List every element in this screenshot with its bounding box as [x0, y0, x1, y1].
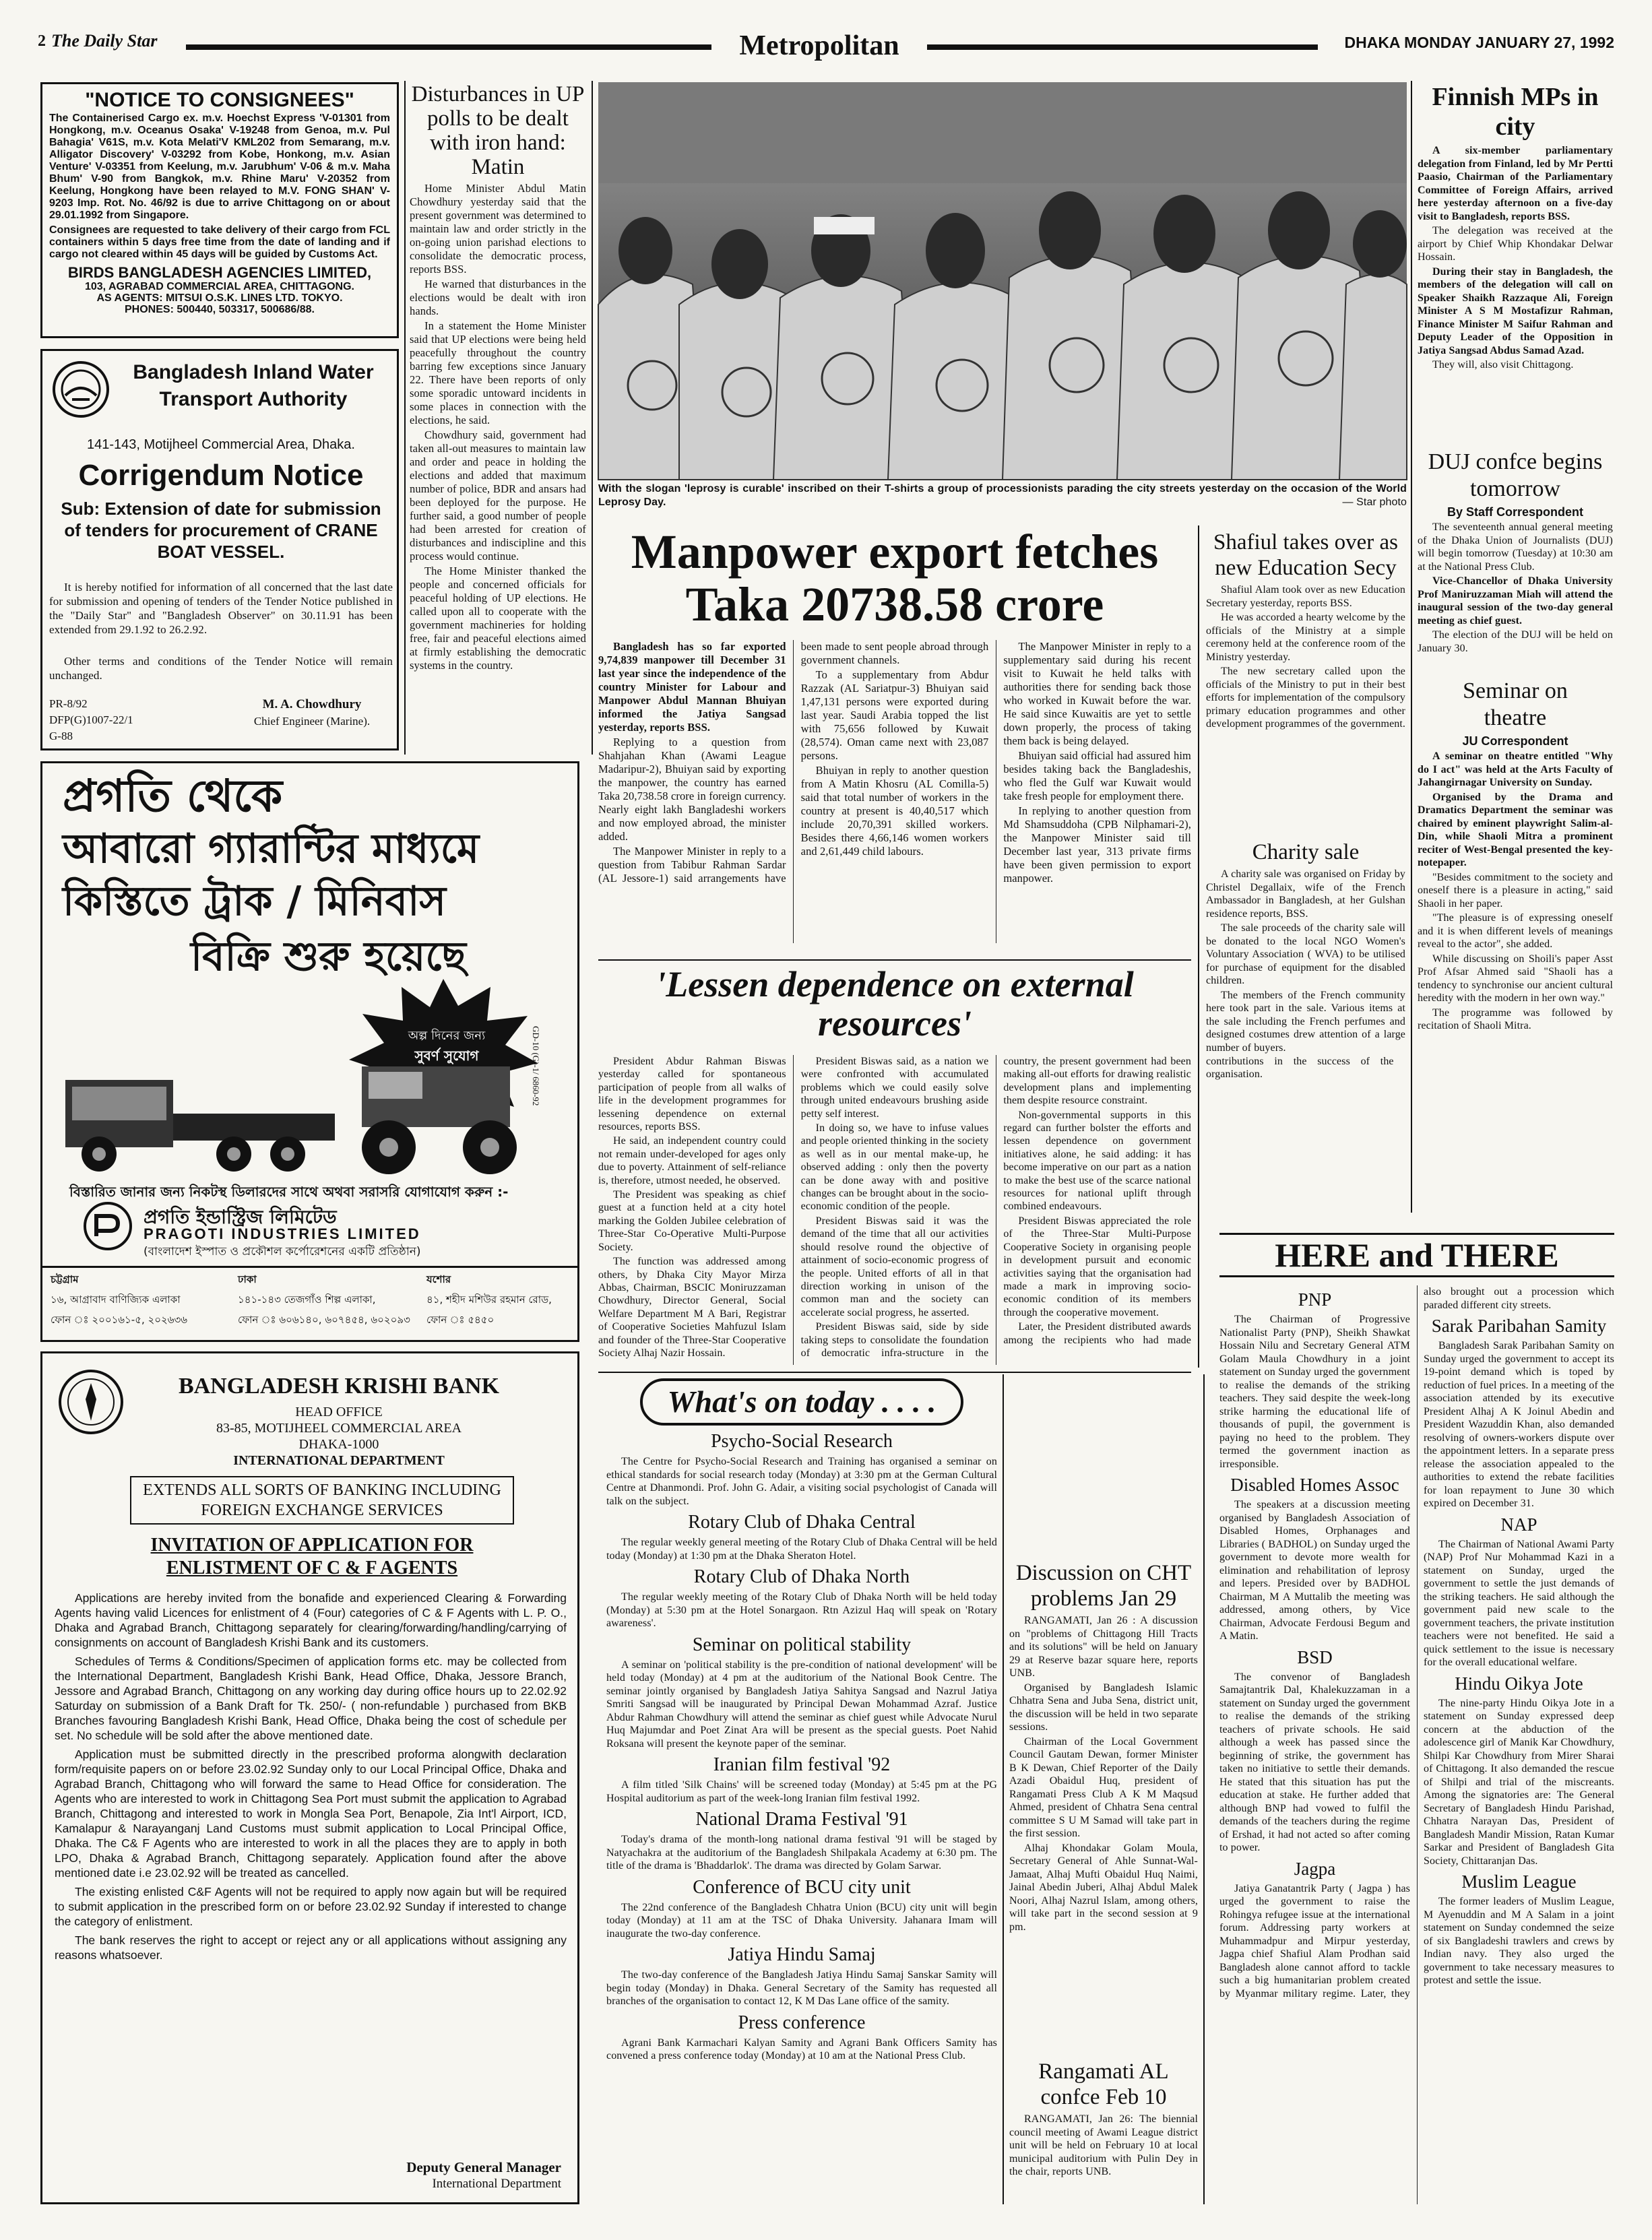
- headline: Rangamati AL confce Feb 10: [1038, 2059, 1169, 2109]
- item-heading: BSD: [1297, 1646, 1333, 1667]
- headline: Disturbances in UP polls to be dealt with iron hand: Matin: [411, 82, 585, 179]
- item-text: Agrani Bank Karmachari Kalyan Samity and Agrani Bank Officers Samity has convened a press conference today (Monday) at 10 am at the National Press Club.: [606, 2037, 997, 2061]
- list-item: [1424, 1871, 1614, 1987]
- headline: Manpower export fetches Taka 20738.58 crore: [631, 525, 1159, 631]
- pragoti-offices: চট্টগ্রাম ১৬, আগ্রাবাদ বাণিজ্যিক এলাকা ফোন ঃ ২০০১৬১-৫, ২০২৬৩৬ ঢাকা ১৪১-১৪৩ তেজগাঁও শিল্প এলাকা, ফোন ঃ ৬০৬১৪০, ৬০৭৪৫৪, ৬০২০৯৩ যশোর ৪১, শহীদ মশিউর রহমান রোড, ফোন ঃ ৫৪৫০: [40, 1268, 579, 1342]
- here-and-there-list: [1219, 1285, 1614, 2204]
- article-shafiul: Shafiul takes over as new Education Secy Shafiul Alam took over as new Education Secretary yesterday, reports BSS. He was accorded a hearty welcome by the officials of the Ministry at a simple ceremony held at the conference room of the Ministry yesterday. The new secretary called upon the officials of the Ministry to put in their best efforts for implementation of the compulsory primary education programmes and other development programmes of the government.: [1206, 530, 1406, 730]
- list-item: [1424, 1673, 1614, 1868]
- here-and-there-box: [1219, 1233, 1614, 1277]
- item-heading: National Drama Festival '91: [695, 1809, 908, 1830]
- page-number: 2: [38, 32, 46, 50]
- notice-title: Corrigendum Notice: [78, 459, 364, 492]
- news-photo: [598, 82, 1407, 480]
- list-item: [606, 1566, 997, 1630]
- item-heading: Rotary Club of Dhaka North: [693, 1566, 910, 1587]
- list-item: [606, 1634, 997, 1751]
- item-text: The former leaders of Muslim League, M Ayenuddin and M A Salam in a joint statement on Sunday condemned the seize of six Bangladeshi trawlers and crews by Indian navy. They also urged the government to take necessary measures to protest and settle the issue.: [1424, 1896, 1614, 1986]
- truck-illustration: [52, 1046, 550, 1181]
- list-item: [606, 1431, 997, 1508]
- item-heading: Sarak Paribahan Samity: [1431, 1316, 1607, 1336]
- ad-krishi-bank: BANGLADESH KRISHI BANK HEAD OFFICE 83-85, MOTIJHEEL COMMERCIAL AREA DHAKA-1000 INTERNATIONAL DEPARTMENT EXTENDS ALL SORTS OF BANKING INCLUDING FOREIGN EXCHANGE SERVICES INVITATION OF APPLICATION FOR ENLISTMENT OF C & F AGENTS Applications are hereby invited from the bonafide and experienced Clearing & Forwarding Agents having valid Licences for enlistment of 4 (Four) categories of C & F Agents with L. P. O., Dhaka and Agrabad Branch, Chittagong separately for clearing/forwarding/handling/carrying of consignments on account of Bangladesh Krishi Bank and its customers. Schedules of Terms & Conditions/Specimen of application forms etc. may be collected from the International Department, Bangladesh Krishi Bank, Head Office, Dhaka, Jessore Branch, Jessore and Agrabad Branch, Chittagong on any working day during office hours up to 22.02.92 Saturday on submission of a Bank Draft for Tk. 250/- ( non-refundable ) purchased from BKB Branches favouring Bangladesh Krishi Bank, Head Office, Dhaka being the cost of schedule per set. No schedule will be sold after the above mentioned date. Application must be submitted directly in the prescribed proforma alongwith declaration form/requisite papers on or before 23.02.92 Sunday only to our Local Principal Office, Dhaka and Agrabad Branch, Chittagong who will forward the same to Head Office for consideration. The Agents who are interested to work in Chittagong Sea Port must submit the application to Agrabad Branch, Chittagong and interested to work in Mongla Sea Port, Benapole, Zia Int'l Airport, ICD, Kamalapur & Narayanganj Land Customs must submit application to Local Principal Office, Dhaka. The C& F Agents who are interested to work in all the places they are to apply in both LPO, Dhaka & Agrabad Branch, Chittagong separately. Application found after the above mentioned date i.e 23.02.92 will be treated as cancelled. The existing enlisted C&F Agents will not be required to apply now again but will be required to submit application in the prescribed form on or before 23.02.92 Sunday if interested to change the category of enlistment. The bank reserves the right to accept or reject any or all applications without assigning any reasons whatsoever. Deputy General Manager International Department: [40, 1351, 579, 2204]
- item-heading: Psycho-Social Research: [711, 1431, 893, 1452]
- bank-name: BANGLADESH KRISHI BANK: [178, 1374, 500, 1399]
- article-seminar-theatre: Seminar on theatre JU Correspondent A seminar on theatre entitled "Why do I act" was held at the Arts Faculty of Jahangirnagar University on Sunday. Organised by the Drama and Dramatics Department the seminar was chaired by eminent playwright Salim-al-Din, while Shaoli Mitra a prominent reciter of West-Bengal presented the key-notepaper. "Besides commitment to the society and oneself there is a pleasure in acting," said Shaoli in her paper. "The pleasure is of expressing oneself and it is when different levels of meanings reveal to the actor", she added. While discussing on Shoili's paper Asst Prof Afsar Ahmed said "Shaoli has a tendency to synchronise our ancient cultural heredity with the modern in her own way." The programme was followed by recitation of Shaoli Mitra.: [1418, 678, 1613, 1031]
- item-text: The speakers at a discussion meeting organised by Bangladesh Association of Disabled Homes, Orphanages and Libraries ( BADHOL) on Sunday urged the government to devote more wealth for elimination and rehabilitation of leprosy and lepers. Presided over by BADHOL Chairman, M A Muttalib the meeting was addressed, among others, by Vice Chairman, Advocate Ferdousi Begum and A Matin.: [1219, 1499, 1410, 1642]
- list-item: [606, 1877, 997, 1941]
- article-rangamati-al: Rangamati AL confce Feb 10 RANGAMATI, Jan 26: The biennial council meeting of Awami League district unit will be held on February 10 at local municipal auditorium with Pulin Dey in the chair, reports UNB.: [1009, 2059, 1198, 2177]
- article-cht-discussion: Discussion on CHT problems Jan 29 RANGAMATI, Jan 26 : A discussion on "problems of Chittagong Hill Tracts and its solutions" will be held on January 29 at Reserve bazar square here, reports UNB. Organised by Bangladesh Islamic Chhatra Sena and Juba Sena, district unit, the discussion will be held in two separate sessions. Chairman of the Local Government Council Gautam Dewan, former Minister B K Dewan, Chief Reporter of the Daily Azadi Obaidul Huq, president of Rangamati Press Club A K M Maqsud Ahmed, president of Chhatra Sena central committee S U M Samad will take part in the first session. Alhaj Khondakar Golam Moula, Secretary General of Ahle Sunnat-Wal-Jamaat, Alhaj Mufti Obaidul Huq Naimi, Jainal Abedin Juberi, Alhaj Abdul Malek Noori, Alhaj Nazrul Islam, among others, will take part in the second session at 9 pm.: [1009, 1561, 1198, 1933]
- headline: Shafiul takes over as new Education Secy: [1213, 530, 1398, 580]
- headline: Finnish MPs in city: [1432, 83, 1599, 141]
- list-item: [606, 2012, 997, 2063]
- item-text: The regular weekly general meeting of the Rotary Club of Dhaka Central will be held today (Monday) at 1:30 pm at the Dhaka Sheraton Hotel.: [606, 1537, 997, 1562]
- item-heading: Iranian film festival '92: [713, 1754, 891, 1775]
- item-heading: Disabled Homes Assoc: [1230, 1475, 1399, 1495]
- item-text: A seminar on 'political stability is the pre-condition of national development' will be held today (Monday) at 4 pm at the auditorium of the National Book Centre. The seminar jointly organised by Bangladesh Jatiya Sahitya Sangsad and Nazrul Jatiya Smriti Sangsad will be inaugurated by Principal Dewan Mohammad Azraf. Justice Abdur Rahman Chowdhury will attend the seminar as chief guest while Advocate Nurul Huq Majumdar and Poet Zinat Ara will be present as the special guests. Poet Nahid Roksana will present the keynote paper of the seminar.: [606, 1659, 997, 1750]
- list-item: [1219, 1647, 1410, 1855]
- item-heading: Jatiya Hindu Samaj: [728, 1944, 876, 1965]
- list-item: [606, 1512, 997, 1562]
- item-text: The Chairman of National Awami Party (NAP) Prof Nur Mohammad Kazi in a statement on Sunday, urged the government to settle the just demands of the striking teachers. He said although the government paid new scale to the government teachers, the private institution teachers were not benefited. He said a quick settlement to the issue is necessary for the overall educational welfare.: [1424, 1538, 1614, 1668]
- biwta-logo-icon: [52, 360, 110, 418]
- item-heading: PNP: [1298, 1289, 1332, 1310]
- masthead: [38, 30, 1614, 67]
- item-heading: Press conference: [738, 2012, 866, 2033]
- whats-on-list: [606, 1431, 997, 2063]
- headline: DUJ confce begins tomorrow: [1428, 449, 1603, 501]
- section-title: Metropolitan: [739, 30, 899, 61]
- dateline: DHAKA MONDAY JANUARY 27, 1992: [1344, 34, 1614, 51]
- item-text: The two-day conference of the Bangladesh Jatiya Hindu Samaj Sanskar Samity will begin today (Monday) in Dhaka. General Secretary of the Samity has requested all branches of the organisation to contact 12, K M Das Lane office of the samity.: [606, 1969, 997, 2007]
- pragoti-logo-icon: [83, 1201, 133, 1251]
- headline: Charity sale: [1252, 840, 1360, 864]
- item-heading: Hindu Oikya Jote: [1455, 1673, 1583, 1694]
- photo-caption: With the slogan 'leprosy is curable' inscribed on their T-shirts a group of processionists parading the city streets yesterday on the occasion of the World Leprosy Day. — Star photo: [598, 483, 1407, 508]
- item-text: Jatiya Ganatantrik Party ( Jagpa ) has urged the government to raise the Rohingya refugee issue at the international forum. Addressing party workers at Muhammadpur and Mirpur yesterday, Jagpa chief Shafiul Alam Prodhan said Bangladesh alone cannot afford to tackle such a big humanitarian problem created by Myanmar military regime. Later, they also brought out a procession which paraded different city streets.: [1219, 1286, 1614, 1999]
- article-disturbances: Disturbances in UP polls to be dealt with iron hand: Matin Home Minister Abdul Matin Chowdhury yesterday said that the present government was determined to maintain law and order strictly in the on-going union parishad elections to consolidate the democratic process, reports BSS. He warned that disturbances in the elections would be dealt with iron hands. In a statement the Home Minister said that UP elections were being held peacefully throughout the country barring few exceptions since January 22. There have been reports of only some sporadic untoward incidents in some places in connection with the elections, he said. Chowdhury said, government had taken all-out measures to maintain law and order and peace in holding the elections and added that maximum number of police, BDR and ansars had been deployed for the purpose. He further said, a good number of people had been arrested for creation of disturbances and indiscipline and this process would continue. The Home Minister thanked the people and concerned officials for peaceful holding of UP elections. He called upon all to cooperate with the government machineries for holding free, fair and peaceful elections aimed at firmly establishing the democratic systems in the country.: [410, 82, 586, 672]
- whats-on-today: [606, 1378, 997, 2204]
- item-heading: NAP: [1500, 1514, 1537, 1535]
- list-item: [1424, 1514, 1614, 1669]
- processionists-photo: [598, 82, 1407, 480]
- item-text: The regular weekly meeting of the Rotary Club of Dhaka North will be held today (Monday) at 5:30 pm at the Hotel Sonargaon. Rtn Azizul Haq will speak on 'Rotary awareness'.: [606, 1591, 997, 1629]
- item-heading: Jagpa: [1294, 1858, 1336, 1879]
- org-name: Bangladesh Inland Water Transport Authority: [133, 361, 374, 410]
- article-charity: Charity sale A charity sale was organised on Friday by Christel Degallaix, wife of the French Ambassador in Bangladesh, at her Gulshan residence reports, BSS. The sale proceeds of the charity sale will be donated to the local NGO Women's Voluntary Association ( WVA) to be utilised for purchase of equipment for the disabled children. The members of the French community here took part in the sale. Various items at the sale including the French perfumes and designed costumes drew attention of a large number of buyers.: [1206, 840, 1405, 1054]
- ad-biwta-corrigendum: Bangladesh Inland Water Transport Authority 141-143, Motijheel Commercial Area, Dhaka. Corrigendum Notice Sub: Extension of date for submission of tenders for procurement of CRANE BOAT VESSEL. It is hereby notified for information of all concerned that the last date for submission and opening of tenders of the Tender Notice published in the "Daily Star" and "Bangladesh Observer" on 30.11.91 has been extended from 29.1.92 to 26.2.92. Other terms and conditions of the Tender Notice will remain unchanged. PR-8/92 DFP(G)1007-22/1 G-88 M. A. Chowdhury Chief Engineer (Marine).: [40, 349, 399, 750]
- whats-on-banner: What's on today . . . .: [640, 1378, 963, 1426]
- article-finnish-mps: Finnish MPs in city A six-member parliamentary delegation from Finland, led by Mr Pertti Paasio, Chairman of the Parliamentary Committee of Foreign Affairs, arrived here yesterday afternoon on a five-day visit to Bangladesh, reports BSS. The delegation was received at the airport by Chief Whip Khondakar Delwar Hossain. During their stay in Bangladesh, the members of the delegation will call on Speaker Shaikh Razzaque Ali, Foreign Minister A S M Mostafizur Rahman, Finance Minister M Saifur Rahman and Deputy Leader of the Opposition in Jatiya Sangsad Abdus Samad Azad. They will, also visit Chittagong.: [1418, 83, 1613, 371]
- item-text: Today's drama of the month-long national drama festival '91 will be staged by Natyachakra at the auditorium of the Bangladesh Shilpakala Academy at 6:30 pm. The title of the drama is 'Bhaddarlok'. The drama was directed by Golam Sarwar.: [606, 1834, 997, 1871]
- item-text: Bangladesh Sarak Paribahan Samity on Sunday urged the government to accept its 19-point demand which is toped by reduction of fuel prices. In a meeting of the association attended by its executive President Alhaj A K Joinul Abedin and President Wazuddin Khan, also demanded resolving of owners-workers dispute over the appointment letters. In a separate press release the association appealed to the authorities to extend the rebate facilities for loan repayment to June 30 which expired on December 31.: [1424, 1340, 1614, 1509]
- list-item: [1424, 1316, 1614, 1510]
- article-lessen-dependence: 'Lessen dependence on external resources' President Abdur Rahman Biswas yesterday called for spontaneous participation of people from all walks of life in the development programmes for lessening dependence on external resources, reports BSS. He said, an independent country could not remain under-developed for ages only due to poverty. Attainment of self-reliance is, therefore, utmost needed, he observed. The President was speaking as chief guest at a function held at a city hotel marking the Golden Jubilee celebration of Three-Star Co-Operative Multi-Purpose Society. The function was addressed among others, by Dhaka City Mayor Mirza Abbas, Chairman, BSCIC Moniruzzaman Chowdhury, Director General, Social Welfare Department M A Bari, Registrar of Cooperative Societies Mahfuzul Islam and founder of the Three-Star Cooperative Society Alhaj Nazir Hossain. President Biswas said, as a nation we were confronted with accumulated problems which we could easily solve through united endeavours brushing aside petty self interest. In doing so, we have to infuse values and people oriented thinking in the society as well as in our mental make-up, he observed adding : only then the poverty can be done away with and positive changes can be brought about in the socio-economic condition of the people. President Biswas said it was the demand of the time that all our activities should resolve round the objective of attainment of socio-economic progress of the people. United efforts of all in that direction working in unison of the common man and the society can accelerate social progress, he asserted. President Biswas said, side by side taking steps to consolidate the foundation of democratic infra-structure in the country, the present government had been making all-out efforts for drawing realistic development plans and implementing them despite resource constraint. Non-governmental supports in this regard can further bolster the efforts and lessen dependence on government initiatives alone, he said adding: it has become imperative on our part as a nation to make the best use of the scarce national resources for national uplift through combined endeavours. President Biswas appreciated the role of the Three-Star Multi-Purpose Cooperative Society in organising people in development pursuit and economic activities saying that the organisation had made a mark in improving socio-economic condition of its members through the cooperative movement. Later, the President distributed awards among the recipients who had made contributions in the success of the organisation.: [598, 964, 1394, 1359]
- list-item: [1219, 1289, 1410, 1471]
- headline: Discussion on CHT problems Jan 29: [1015, 1561, 1192, 1611]
- headline: Seminar on theatre: [1463, 678, 1568, 730]
- item-text: The Centre for Psycho-Social Research and Training has organised a seminar on ethical standards for social research today (Monday) at 3:30 pm at the German Cultural Centre at Dhanmondi. Prof. John G. Adair, a visiting social psychologist of Canada will talk on the subject.: [606, 1456, 997, 1507]
- list-item: [606, 1944, 997, 2008]
- item-heading: Conference of BCU city unit: [693, 1876, 911, 1898]
- item-text: The convenor of Bangladesh Samajtantrik Dal, Khalekuzzaman in a statement on Sunday urged the government to realise the demands of the striking teachers of private schools. He said although a week has passed since the beginning of strike, the government has taken no initiative to settle their demands. He stated that this situation has put the education at stake. He further added that although BNP had vowed to fulfil the demands of the teachers during the regime of Ershad, it had not acted so after coming to power.: [1219, 1671, 1410, 1853]
- article-manpower: Manpower export fetches Taka 20738.58 crore Bangladesh has so far exported 9,74,839 manpower till December 31 last year since the independence of the country Minister for Labour and Manpower Abdul Mannan Bhuiyan informed the Jatiya Sangsad yesterday, reports BSS. Replying to a question from Shahjahan Khan (Awami League Madaripur-2), Bhuiyan said by exporting the manpower, the country has earned Taka 20,738.58 crore in foreign currency. Nearly eight lakh Bangladeshi workers and now employed abroad, the minister added. The Manpower Minister in reply to a question from Tabibur Rahman Sardar (AL Jessore-1) said arrangements have been made to sent people abroad through government channels. To a supplementary from Abdur Razzak (AL Sariatpur-3) Bhuiyan said 1,47,131 persons were exported during last year. Saudi Arabia topped the list with 75,656 followed by Kuwait (28,574). Oman came next with 23,087 persons. Bhuiyan in reply to another question from A Matin Khosru (AL Comilla-5) said that total number of workers in the country at present is 40,40,517 which include 20,70,391 skilled workers. Besides there 4,66,146 women workers and 2,61,449 child labours. The Manpower Minister in reply to a supplementary said during his recent visit to Kuwait he held talks with authorities there for sending back those who worked in Kuwait before the war. He said since Kuwaitis are yet to settle down properly, the process of taking them back is being delayed. Bhuiyan said official had assured him besides taking back the Bangladeshis, who fled the Gulf war Kuwait would take fresh people for employment there. In replying to another question from Md Shamsuddoha (CPB Nilphamari-2), the Manpower Minister said till December last year, 313 private firms have been given permission to export manpower.: [598, 525, 1191, 885]
- ad-pragoti-industries: প্রগতি থেকে আবারো গ্যারান্টির মাধ্যমে কিস্তিতে ট্রাক / মিনিবাস বিক্রি শুরু হয়েছে অল্প দিনের জন্য সুবর্ণ সুযোগ বিস্তারিত জানার জন্য নিকটস্থ ডিলারদের সাথে অথবা সরাসরি যোগাযোগ করুন :- প্রগতি ইন্ডাস্ট্রিজ লিমিটেড PRAGOTI INDUSTRIES LIMITED (বাংলাদেশ ইস্পাত ও প্রকৌশল কর্পোরেশনের একটি প্রতিষ্ঠান) GD-10 (G)-1/ 6860-92: [40, 761, 579, 1268]
- item-text: A film titled 'Silk Chains' will be screened today (Monday) at 5:45 pm at the PG Hospital auditorium as part of the week-long Iranian film festival 1992.: [606, 1779, 997, 1804]
- headline: 'Lessen dependence on external resources': [656, 964, 1134, 1044]
- krishi-bank-logo-icon: [57, 1368, 125, 1436]
- list-item: [606, 1754, 997, 1805]
- item-text: The Chairman of Progressive Nationalist Party (PNP), Sheikh Shawkat Hossain Nilu and Secretary General ATM Golam Maula Chowdhury in a joint statement on Sunday urged the government to realise the demands of the striking teachers. They said despite the week-long strike harming the educational life of thousands of pupil, the government is paying no heed to the problem. They termed the government inaction as irresponsible.: [1219, 1314, 1410, 1470]
- item-heading: Seminar on political stability: [692, 1634, 912, 1655]
- item-heading: Rotary Club of Dhaka Central: [688, 1512, 916, 1533]
- list-item: [1219, 1475, 1410, 1643]
- ad-notice-to-consignees: "NOTICE TO CONSIGNEES" The Containerised Cargo ex. m.v. Hoechst Express 'V-01301 from Hongkong, m.v. Oceanus Osaka' V-19248 from Genoa, m.v. Pul Bahagia' V61S, m.v. Kota Melati'V KML202 from Semarang, m.v. Alligator Discovery' V-03292 from Kobe, Honkong, m.v. Asian Venture' V-03351 from Keelung, m.v. Jarubhum' V-06 & m.v. Maha Bhum' V-90 from Bangkok, m.v. Rhine Maru' V-20352 from Keelung, Hongkong have been relayed to M.V. FONG SHAN' V-9203 Imp. Rot. No. 46/92 is due to arrive Chittagong on or about 29.01.1992 from Singapore. Consignees are requested to take delivery of their cargo from FCL containers within 5 days free time from the date of landing and if cargo not cleared within 45 days will be guided by Customs Act. BIRDS BANGLADESH AGENCIES LIMITED, 103, AGRABAD COMMERCIAL AREA, CHITTAGONG. AS AGENTS: MITSUI O.S.K. LINES LTD. TOKYO. PHONES: 500440, 503317, 500686/88.: [40, 82, 399, 338]
- list-item: [606, 1809, 997, 1873]
- item-text: The 22nd conference of the Bangladesh Chhatra Union (BCU) city unit will begin today (Monday) at 11 am at the TSC of Dhaka University. Jahanara Imam will inaugurate the two-day conference.: [606, 1901, 997, 1940]
- item-heading: Muslim League: [1461, 1871, 1577, 1892]
- article-duj-conference: DUJ confce begins tomorrow By Staff Correspondent The seventeenth annual general meeting of the Dhaka Union of Journalists (DUJ) will begin tomorrow (Tuesday) at 10:30 am at the National Press Club. Vice-Chancellor of Dhaka University Prof Maniruzzaman Miah will attend the inaugural session of the two-day general meeting as chief guest. The election of the DUJ will be held on January 30.: [1418, 449, 1613, 654]
- paper-name: The Daily Star: [51, 31, 158, 51]
- item-text: The nine-party Hindu Oikya Jote in a statement on Sunday expressed deep concern at the abduction of the adolescence girl of Manik Kar Chowdhury, Shilpi Kar Chowdhury from Mirer Sharai of Chittagong. It also demanded the rescue of Shilpi and trial of the miscreants. Among the signatories are: The General Secretary of Bangladesh Hindu Parishad, Chhatra Narayan Das, President of Bangladesh Mandir Mission, Ratan Kumar Sarkar and President of Bangladesh Gita Society, Chittaranjan Das.: [1424, 1697, 1614, 1867]
- ad-title: "NOTICE TO CONSIGNEES": [85, 89, 354, 111]
- section-title: HERE and THERE: [1275, 1236, 1559, 1274]
